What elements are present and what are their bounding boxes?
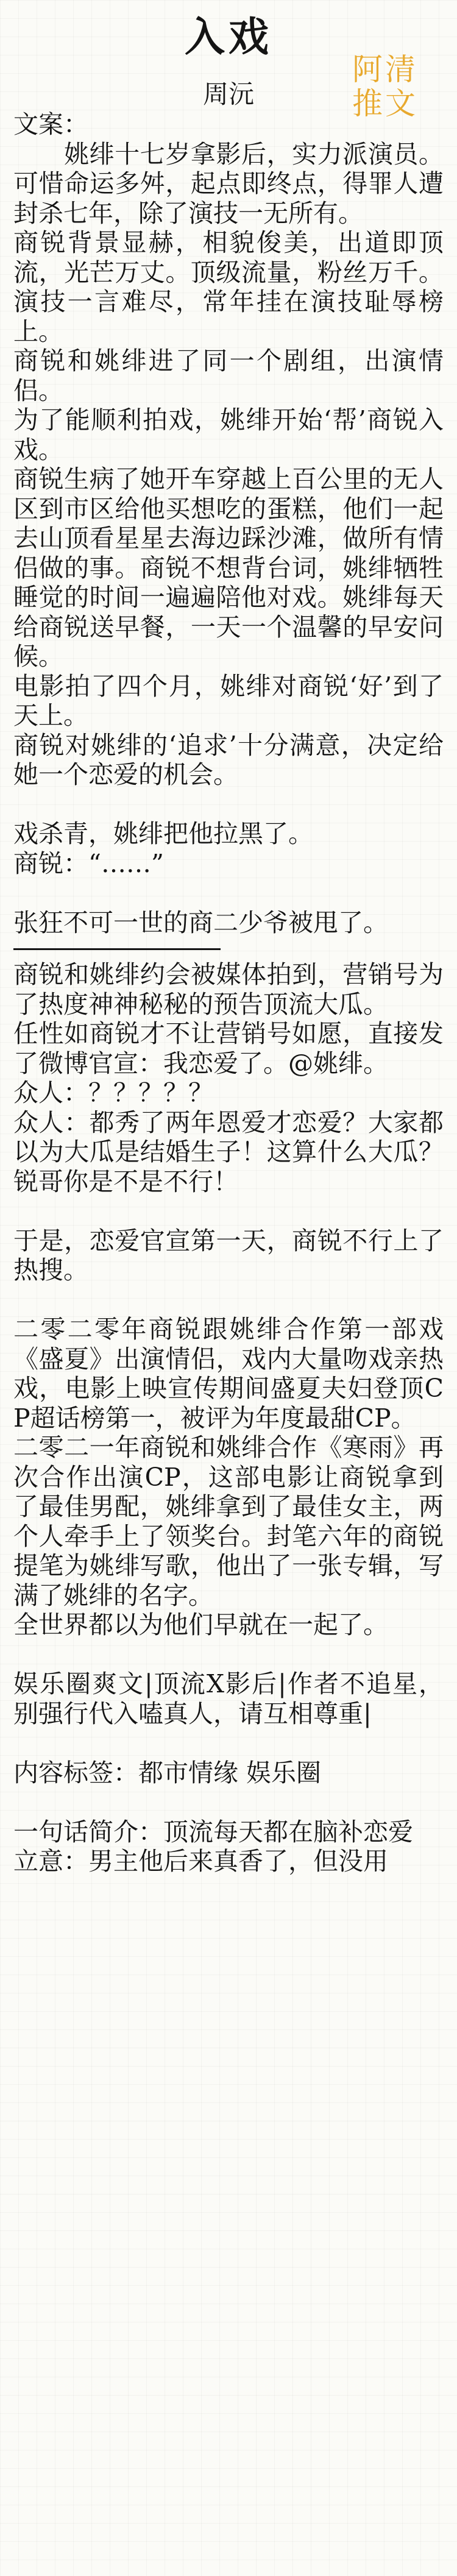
paragraph: 全世界都以为他们早就在一起了。 <box>13 1610 388 1639</box>
paragraph: 二零二零年商锐跟姚绯合作第一部戏《盛夏》出演情侣，戏内大量吻戏亲热戏，电影上映宣传期间盛夏夫妇登顶CP超话榜第一，被评为年度最甜CP。 <box>13 1315 444 1433</box>
paragraph: 电影拍了四个月，姚绯对商锐‘好’到了天上。 <box>13 671 444 730</box>
stamp-line-2: 推文 <box>352 86 418 121</box>
paragraph: 二零二一年商锐和姚绯合作《寒雨》再次合作出演CP，这部电影让商锐拿到了最佳男配，姚绯拿到了最佳女主，两个人牵手上了领奖台。封笔六年的商锐提笔为姚绯写歌，他出了一张专辑，写满了姚绯的名字。 <box>13 1433 444 1610</box>
paragraph: 众人：？？？？？ <box>13 1078 213 1107</box>
paragraph: 商锐：“……” <box>13 848 164 878</box>
blank-line <box>13 1640 444 1670</box>
paragraph: 张狂不可一世的商二少爷被甩了。 <box>13 907 388 937</box>
paragraph: 任性如商锐才不让营销号如愿，直接发了微博官宣：我恋爱了。@姚绯。 <box>13 1019 444 1078</box>
paragraph: 商锐对姚绯的‘追求’十分满意，决定给她一个恋爱的机会。 <box>13 730 444 789</box>
paragraph: 戏杀青，姚绯把他拉黑了。 <box>13 819 313 848</box>
blank-line <box>13 1728 444 1758</box>
blank-line <box>13 790 444 820</box>
blank-line <box>13 1787 444 1817</box>
content-tags-line: 内容标签：都市情缘 娱乐圈 <box>13 1758 322 1787</box>
blank-line <box>13 1285 444 1315</box>
synopsis-body <box>13 110 444 1876</box>
blank-line <box>13 1196 444 1226</box>
author-name: 周沅 <box>202 79 254 109</box>
paragraph: 姚绯十七岁拿影后，实力派演员。可惜命运多舛，起点即终点，得罪人遭封杀七年，除了演技一无所有。 <box>13 139 444 228</box>
book-title: 入戏 <box>185 13 272 60</box>
paragraph: 众人：都秀了两年恩爱才恋爱？大家都以为大瓜是结婚生子！这算什么大瓜？锐哥你是不是不行！ <box>13 1107 444 1196</box>
paragraph: 商锐和姚绯进了同一个剧组，出演情侣。 <box>13 346 444 405</box>
paragraph: 为了能顺利拍戏，姚绯开始‘帮’商锐入戏。 <box>13 405 444 464</box>
genre-tags-line: 娱乐圈爽文|顶流X影后|作者不追星，别强行代入嗑真人，请互相尊重| <box>13 1669 444 1728</box>
stamp-line-1: 阿清 <box>352 52 418 87</box>
paragraph: 商锐生病了她开车穿越上百公里的无人区到市区给他买想吃的蛋糕，他们一起去山顶看星星去海边踩沙滩，做所有情侣做的事。商锐不想背台词，姚绯牺牲睡觉的时间一遍遍陪他对戏。姚绯每天给商锐送早餐，一天一个温馨的早安问候。 <box>13 464 444 671</box>
paragraph: 商锐背景显赫，相貌俊美，出道即顶流，光芒万丈。顶级流量，粉丝万千。演技一言难尽，常年挂在演技耻辱榜上。 <box>13 228 444 346</box>
section-divider <box>13 948 221 950</box>
paragraph: 商锐和姚绯约会被媒体拍到，营销号为了热度神神秘秘的预告顶流大瓜。 <box>13 960 444 1019</box>
theme-line: 立意：男主他后来真香了，但没用 <box>13 1847 388 1876</box>
blank-line <box>13 878 444 908</box>
summary-label: 文案： <box>13 110 88 139</box>
paragraph: 于是，恋爱官宣第一天，商锐不行上了热搜。 <box>13 1226 444 1285</box>
one-line-summary: 一句话简介：顶流每天都在脑补恋爱 <box>13 1817 413 1847</box>
